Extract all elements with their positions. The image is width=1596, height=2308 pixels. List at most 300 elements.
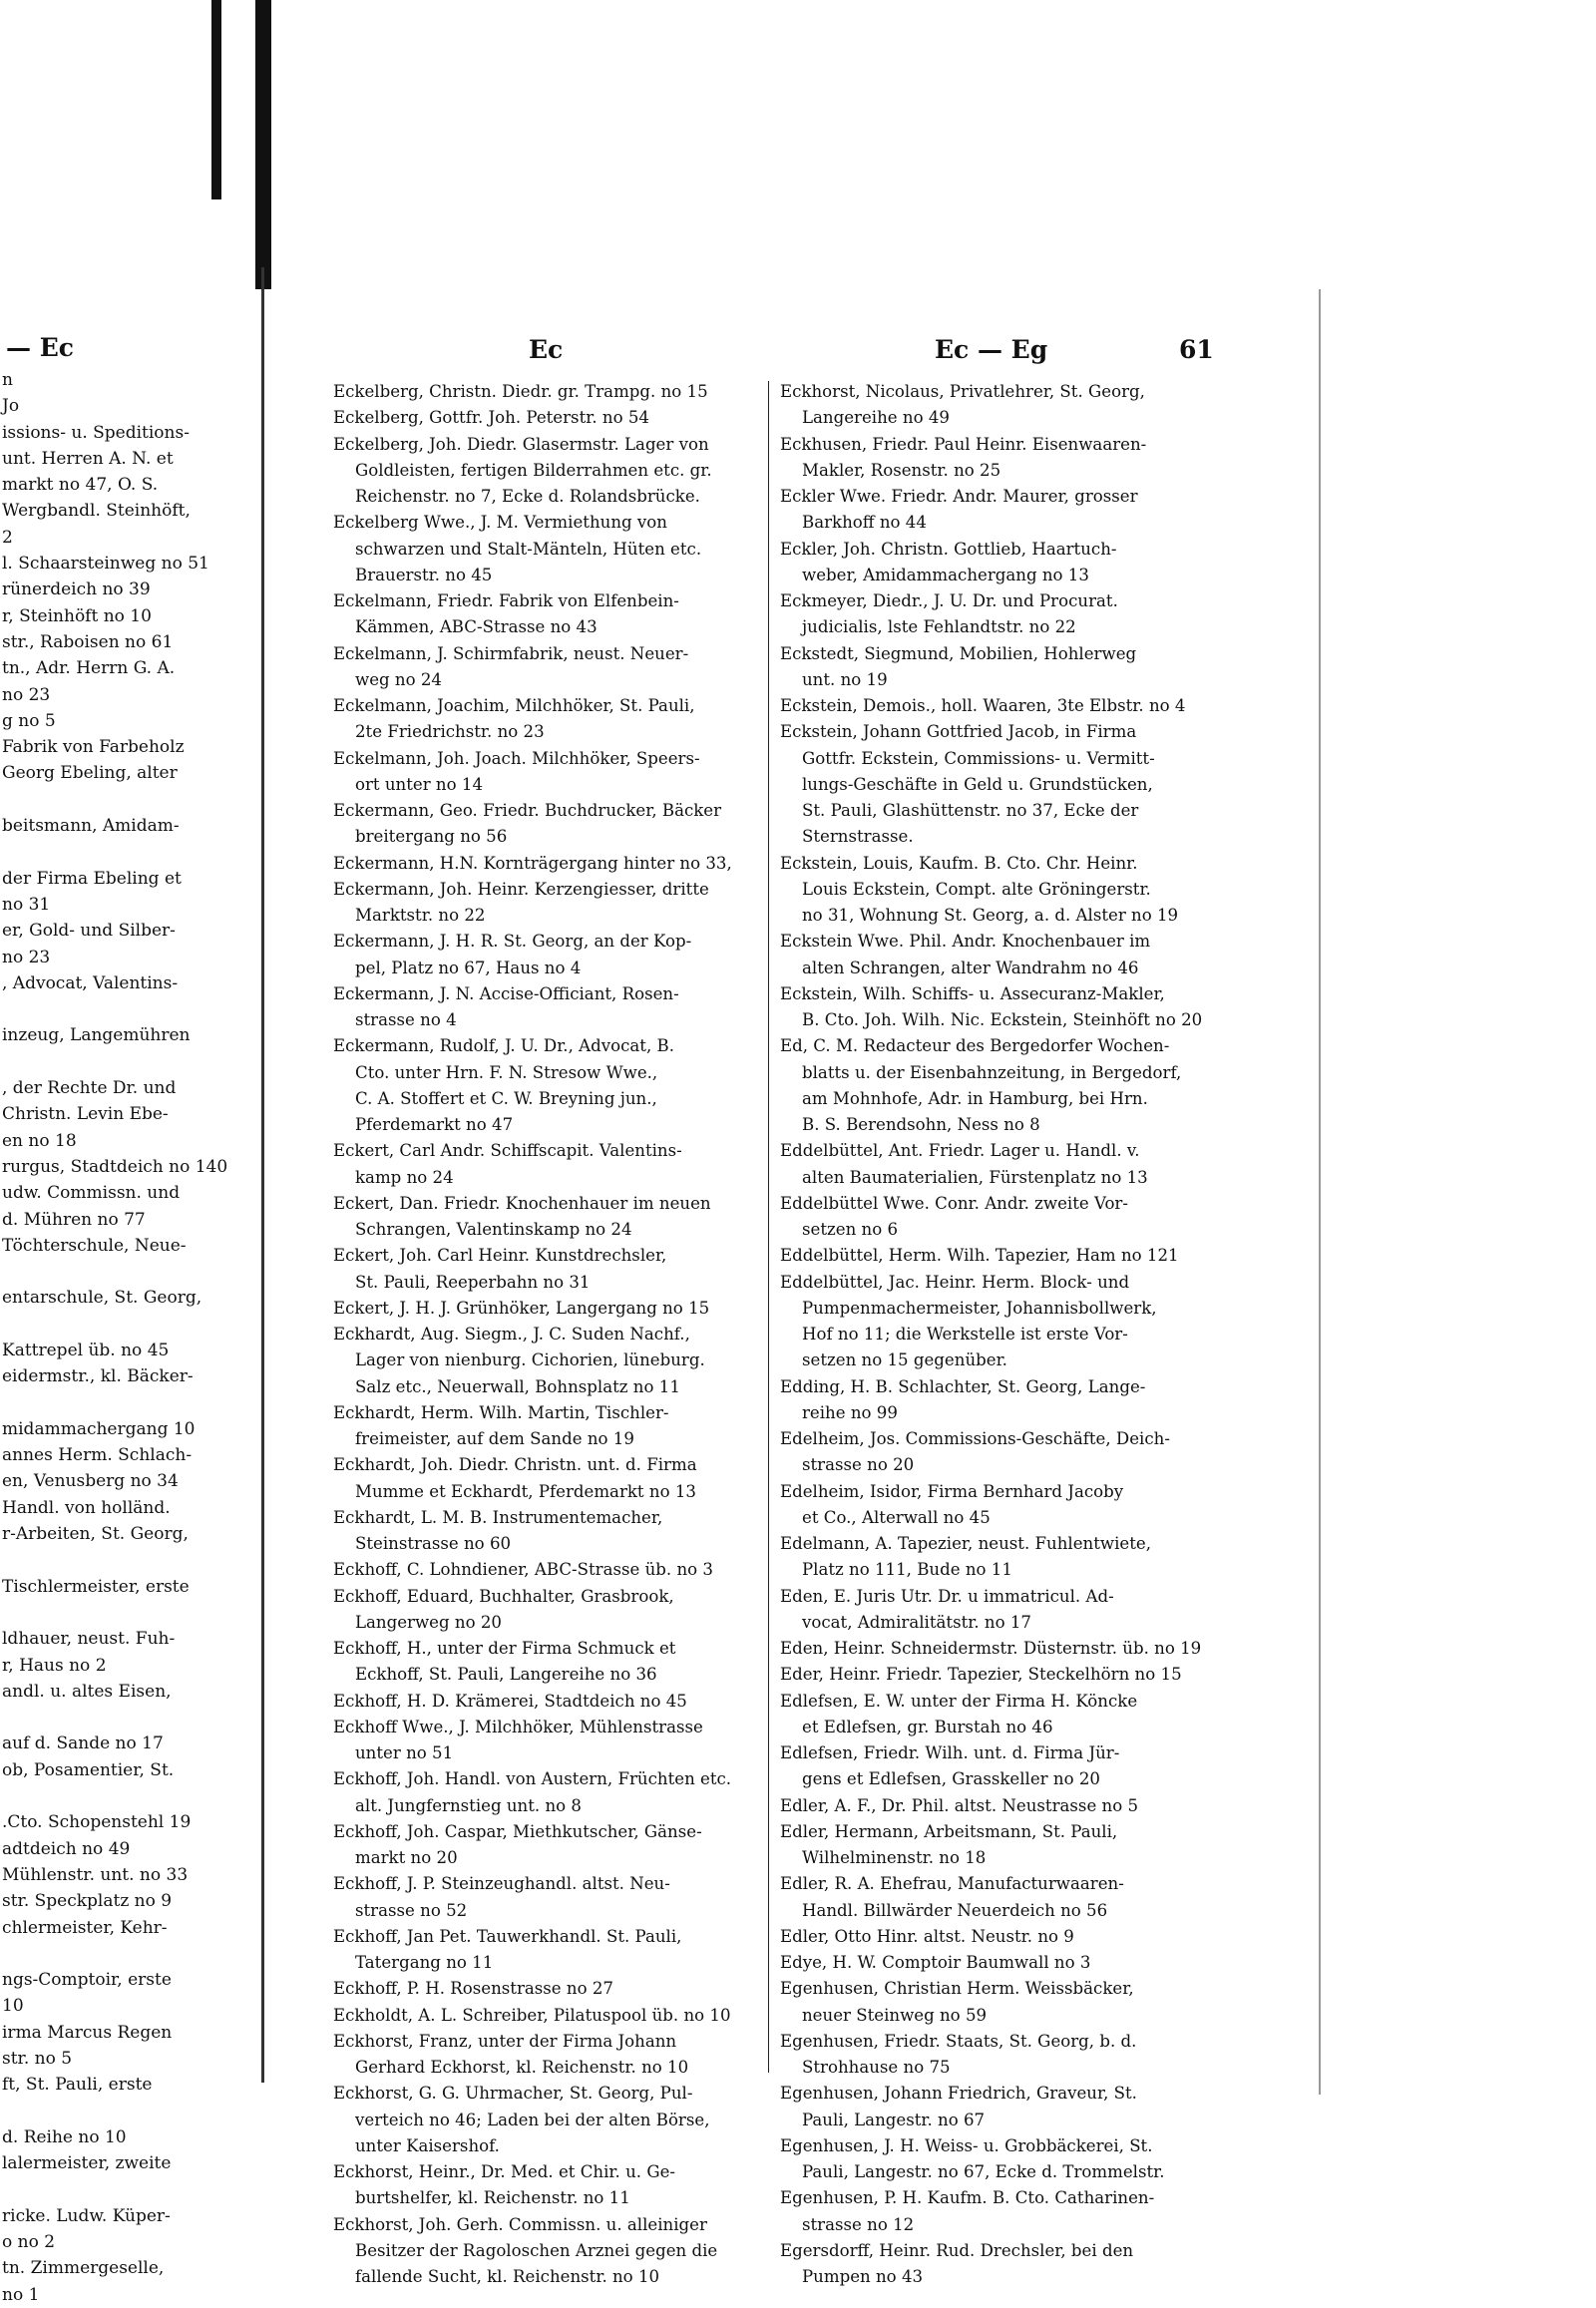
directory-entry <box>780 1479 1209 1532</box>
entry-line: Eckert, Dan. Friedr. Knochenhauer im neuen <box>333 1193 711 1213</box>
left-page-line: tn. Zimmergeselle, <box>2 2258 165 2279</box>
directory-entry <box>780 588 1209 641</box>
left-page-line: n <box>2 370 13 390</box>
left-page-line: eidermstr., kl. Bäcker- <box>2 1366 194 1387</box>
left-page-line: Christn. Levin Ebe- <box>2 1104 169 1125</box>
entry-line: Eckhardt, L. M. B. Instrumentemacher, <box>333 1507 663 1527</box>
entry-line: Egenhusen, J. H. Weiss- u. Grobbäckerei, St. <box>780 2135 1153 2155</box>
directory-entry <box>780 1531 1209 1584</box>
left-page-line: 2 <box>2 527 13 548</box>
directory-entry <box>780 484 1209 537</box>
entry-line: vocat, Admiralitätstr. no 17 <box>802 1612 1031 1632</box>
directory-entry <box>333 641 760 694</box>
left-page-lines <box>0 367 227 2308</box>
entry-line: setzen no 6 <box>802 1220 899 1239</box>
left-page-line: str., Raboisen no 61 <box>2 631 174 652</box>
directory-entry <box>780 1374 1209 1427</box>
entry-line: 2te Friedrichstr. no 23 <box>355 722 545 742</box>
entry-line: Eckert, Joh. Carl Heinr. Kunstdrechsler, <box>333 1246 667 1266</box>
directory-entry <box>780 1793 1209 1819</box>
entry-line: Eddelbüttel, Herm. Wilh. Tapezier, Ham no 121 <box>780 1246 1179 1266</box>
directory-entry <box>780 981 1209 1034</box>
entry-line: Pumpen no 43 <box>802 2267 924 2286</box>
directory-entry <box>333 432 760 511</box>
left-page-line: l. Schaarsteinweg no 51 <box>2 554 209 575</box>
entry-line: no 31, Wohnung St. Georg, a. d. Alster no 19 <box>802 906 1179 925</box>
directory-entry <box>333 1871 760 1924</box>
left-page-line: beitsmann, Amidam- <box>2 816 180 837</box>
left-page-line <box>0 2176 227 2202</box>
directory-entry <box>780 929 1209 981</box>
directory-entry <box>333 2003 760 2029</box>
entry-line: Eckelmann, Joachim, Milchhöker, St. Pauli, <box>333 696 695 715</box>
left-page-header: — Ec <box>6 333 74 362</box>
entry-line: strasse no 12 <box>802 2214 915 2234</box>
left-page-line: rünerdeich no 39 <box>2 579 151 600</box>
entry-line: B. Cto. Joh. Wilh. Nic. Eckstein, Steinhöft no 20 <box>802 1010 1203 1029</box>
entry-line: strasse no 20 <box>802 1455 915 1475</box>
left-page-line: annes Herm. Schlach- <box>2 1445 193 1466</box>
directory-entry <box>333 693 760 746</box>
directory-entry <box>333 1636 760 1689</box>
left-page-line: , Advocat, Valentins- <box>2 972 179 993</box>
directory-entry <box>333 1766 760 1819</box>
column-divider <box>768 381 769 2073</box>
directory-entry <box>333 1138 760 1191</box>
directory-entry <box>333 1924 760 1977</box>
entry-line: Eddelbüttel Wwe. Conr. Andr. zweite Vor- <box>780 1193 1128 1213</box>
entry-line: Eckhorst, Franz, unter der Firma Johann <box>333 2031 677 2051</box>
entry-line: Egenhusen, Johann Friedrich, Graveur, St. <box>780 2084 1137 2104</box>
entry-line: Eckstedt, Siegmund, Mobilien, Hohlerweg <box>780 643 1137 663</box>
directory-entry <box>333 405 760 431</box>
entry-line: Eckhoff, C. Lohndiener, ABC-Strasse üb. no 3 <box>333 1560 713 1580</box>
directory-entry <box>780 2029 1209 2082</box>
left-page-line: issions- u. Speditions- <box>2 422 190 443</box>
directory-entry <box>333 851 760 877</box>
directory-entry <box>333 2159 760 2212</box>
directory-entry <box>780 719 1209 850</box>
entry-line: Reichenstr. no 7, Ecke d. Rolandsbrücke. <box>355 487 700 506</box>
entry-line: Eckhoff, H. D. Krämerei, Stadtdeich no 45 <box>333 1691 687 1711</box>
directory-entry <box>780 2133 1209 2186</box>
entry-line: Eckhardt, Herm. Wilh. Martin, Tischler- <box>333 1402 669 1422</box>
directory-entry <box>780 1270 1209 1374</box>
entry-line: Langereihe no 49 <box>802 408 950 428</box>
left-page-line: en, Venusberg no 34 <box>2 1471 179 1492</box>
entry-line: Eckermann, Geo. Friedr. Buchdrucker, Bäcker <box>333 801 722 820</box>
left-page-line: tn., Adr. Herrn G. A. <box>2 658 176 679</box>
entry-line: Eckhoff, Joh. Caspar, Miethkutscher, Gänse- <box>333 1821 702 1841</box>
directory-entry <box>333 2081 760 2159</box>
entry-line: Eckstein, Demois., holl. Waaren, 3te Elbstr. no 4 <box>780 696 1186 715</box>
left-page-line <box>0 1941 227 1967</box>
entry-line: Pferdemarkt no 47 <box>355 1115 514 1134</box>
directory-entry <box>780 1243 1209 1269</box>
directory-entry <box>780 537 1209 589</box>
entry-line: B. S. Berendsohn, Ness no 8 <box>802 1115 1040 1134</box>
directory-entry <box>333 1505 760 1558</box>
entry-line: Eckhoff, P. H. Rosenstrasse no 27 <box>333 1979 613 1999</box>
directory-entry <box>780 1426 1209 1479</box>
entry-line: Schrangen, Valentinskamp no 24 <box>355 1220 632 1239</box>
directory-entry <box>333 2029 760 2082</box>
entry-line: Egenhusen, Christian Herm. Weissbäcker, <box>780 1979 1134 1999</box>
entry-line: Eckhoff, Jan Pet. Tauwerkhandl. St. Pauli, <box>333 1926 682 1946</box>
entry-line: Eckhorst, Nicolaus, Privatlehrer, St. Georg, <box>780 382 1145 401</box>
left-page-line: Kattrepel üb. no 45 <box>2 1340 170 1360</box>
entry-line: Eckelberg, Gottfr. Joh. Peterstr. no 54 <box>333 408 649 428</box>
entry-line: fallende Sucht, kl. Reichenstr. no 10 <box>355 2267 660 2286</box>
directory-entry <box>780 693 1209 719</box>
entry-line: alten Baumaterialien, Fürstenplatz no 13 <box>802 1167 1148 1187</box>
directory-entry <box>333 1452 760 1505</box>
entry-line: breitergang no 56 <box>355 827 508 847</box>
entry-line: Pauli, Langestr. no 67, Ecke d. Trommelstr. <box>802 2162 1165 2181</box>
entry-line: Eckelmann, Friedr. Fabrik von Elfenbein- <box>333 591 679 610</box>
entry-line: Egenhusen, P. H. Kaufm. B. Cto. Catharinen- <box>780 2188 1155 2208</box>
entry-line: Edelmann, A. Tapezier, neust. Fuhlentwiete, <box>780 1534 1151 1553</box>
left-page-line: Handl. von holländ. <box>2 1497 171 1518</box>
entry-line: et Edlefsen, gr. Burstah no 46 <box>802 1717 1053 1736</box>
entry-line: gens et Edlefsen, Grasskeller no 20 <box>802 1769 1100 1789</box>
entry-line: Eckstein Wwe. Phil. Andr. Knochenbauer im <box>780 932 1151 952</box>
entry-line: verteich no 46; Laden bei der alten Börse, <box>355 2110 710 2129</box>
page-number: 61 <box>1179 335 1214 364</box>
left-page-line: ldhauer, neust. Fuh- <box>2 1629 176 1650</box>
entry-line: unt. no 19 <box>802 669 888 689</box>
left-page-line: Fabrik von Farbeholz <box>2 737 185 758</box>
entry-line: Eckhardt, Aug. Siegm., J. C. Suden Nachf., <box>333 1325 690 1344</box>
entry-line: Eckler Wwe. Friedr. Andr. Maurer, grosser <box>780 487 1138 506</box>
directory-entry <box>780 1584 1209 1637</box>
directory-entry <box>780 2081 1209 2133</box>
entry-line: Mumme et Eckhardt, Pferdemarkt no 13 <box>355 1481 696 1501</box>
left-page-line: Töchterschule, Neue- <box>2 1235 187 1256</box>
entry-line: Eckstein, Louis, Kaufm. B. Cto. Chr. Heinr. <box>780 853 1138 873</box>
entry-line: Edler, Otto Hinr. altst. Neustr. no 9 <box>780 1926 1074 1946</box>
entry-line: reihe no 99 <box>802 1402 898 1422</box>
left-page-line: str. no 5 <box>2 2049 73 2069</box>
directory-entry <box>780 2238 1209 2291</box>
left-page-line: str. Speckplatz no 9 <box>2 1891 173 1912</box>
entry-line: Eddelbüttel, Ant. Friedr. Lager u. Handl. v. <box>780 1141 1140 1161</box>
entry-line: Edelheim, Jos. Commissions-Geschäfte, Deich- <box>780 1429 1170 1448</box>
entry-line: burtshelfer, kl. Reichenstr. no 11 <box>355 2188 630 2208</box>
entry-line: weber, Amidammachergang no 13 <box>802 565 1089 584</box>
left-page-line: adtdeich no 49 <box>2 1838 131 1859</box>
header-left: Ec <box>529 335 564 364</box>
entry-line: unter Kaisershof. <box>355 2135 500 2155</box>
left-page-line: no 1 <box>2 2284 40 2305</box>
entry-line: Hof no 11; die Werkstelle ist erste Vor- <box>802 1325 1128 1344</box>
left-page-line <box>0 1312 227 1338</box>
entry-line: Eckhorst, G. G. Uhrmacher, St. Georg, Pul- <box>333 2084 693 2104</box>
entry-line: Ed, C. M. Redacteur des Bergedorfer Wochen- <box>780 1036 1170 1056</box>
left-page-line: auf d. Sande no 17 <box>2 1733 164 1754</box>
directory-entry <box>780 1950 1209 1976</box>
entry-line: Eckhoff, Joh. Handl. von Austern, Früchten etc. <box>333 1769 732 1789</box>
left-page-line: lalermeister, zweite <box>2 2153 172 2174</box>
entry-line: St. Pauli, Reeperbahn no 31 <box>355 1272 591 1292</box>
entry-line: Handl. Billwärder Neuerdeich no 56 <box>802 1900 1108 1920</box>
entry-line: unter no 51 <box>355 1743 454 1762</box>
left-page-line: r, Haus no 2 <box>2 1655 107 1676</box>
binding-edge <box>255 0 271 289</box>
left-page-line <box>0 1600 227 1626</box>
entry-line: Eckstein, Wilh. Schiffs- u. Assecuranz-Makler, <box>780 983 1165 1003</box>
entry-line: Kämmen, ABC-Strasse no 43 <box>355 617 598 637</box>
entry-line: Edye, H. W. Comptoir Baumwall no 3 <box>780 1953 1091 1972</box>
entry-line: Eckelberg Wwe., J. M. Vermiethung von <box>333 513 667 533</box>
left-page-line <box>0 839 227 865</box>
left-page-line: o no 2 <box>2 2232 56 2253</box>
entry-line: Pauli, Langestr. no 67 <box>802 2110 986 2129</box>
entry-line: Eckermann, Rudolf, J. U. Dr., Advocat, B. <box>333 1036 674 1056</box>
left-page-line: chlermeister, Kehr- <box>2 1917 168 1938</box>
entry-line: et Co., Alterwall no 45 <box>802 1507 991 1527</box>
left-page-line: r-Arbeiten, St. Georg, <box>2 1524 189 1545</box>
left-page-line: Georg Ebeling, alter <box>2 763 178 784</box>
entry-line: Eddelbüttel, Jac. Heinr. Herm. Block- und <box>780 1272 1130 1292</box>
entry-line: Eckhoff, Eduard, Buchhalter, Grasbrook, <box>333 1586 674 1606</box>
directory-entry <box>333 1400 760 1453</box>
entry-line: Eckhorst, Joh. Gerh. Commissn. u. alleiniger <box>333 2214 707 2234</box>
entry-line: Edlefsen, E. W. unter der Firma H. Köncke <box>780 1691 1138 1711</box>
directory-entry <box>333 588 760 641</box>
left-page-line: ob, Posamentier, St. <box>2 1759 175 1780</box>
entry-line: Lager von nienburg. Cichorien, lüneburg. <box>355 1350 705 1370</box>
left-page-line: Tischlermeister, erste <box>2 1576 190 1597</box>
left-page-line: Mühlenstr. unt. no 33 <box>2 1864 189 1885</box>
left-page-line <box>0 1049 227 1075</box>
entry-line: Eckermann, J. H. R. St. Georg, an der Kop- <box>333 932 692 952</box>
entry-line: kamp no 24 <box>355 1167 454 1187</box>
directory-entry <box>780 1033 1209 1138</box>
left-page-fragment <box>0 267 264 2305</box>
entry-line: Marktstr. no 22 <box>355 906 486 925</box>
entry-line: Pumpenmachermeister, Johannisbollwerk, <box>802 1298 1157 1318</box>
directory-entry <box>333 746 760 799</box>
entry-line: Eckhusen, Friedr. Paul Heinr. Eisenwaaren- <box>780 434 1147 454</box>
directory-entry <box>780 1819 1209 1872</box>
left-page-line <box>0 1705 227 1731</box>
left-page-line: entarschule, St. Georg, <box>2 1288 202 1309</box>
entry-line: Eckhoff Wwe., J. Milchhöker, Mühlenstrasse <box>333 1717 703 1736</box>
directory-entry <box>780 1636 1209 1662</box>
left-page-line: Wergbandl. Steinhöft, <box>2 501 191 522</box>
left-page-line: andl. u. altes Eisen, <box>2 1681 172 1702</box>
directory-entry <box>333 1191 760 1244</box>
directory-entry <box>333 1557 760 1583</box>
directory-entry <box>780 851 1209 930</box>
left-page-line: rurgus, Stadtdeich no 140 <box>2 1156 228 1177</box>
entry-line: alten Schrangen, alter Wandrahm no 46 <box>802 958 1139 977</box>
entry-line: Eckhoff, St. Pauli, Langereihe no 36 <box>355 1665 657 1685</box>
entry-line: Salz etc., Neuerwall, Bohnsplatz no 11 <box>355 1376 680 1396</box>
entry-line: Eckelberg, Joh. Diedr. Glasermstr. Lager von <box>333 434 709 454</box>
directory-entry <box>333 1689 760 1715</box>
left-page-line: markt no 47, O. S. <box>2 475 159 496</box>
left-page-line <box>0 787 227 813</box>
binding-edge-2 <box>211 0 221 199</box>
directory-entry <box>333 877 760 930</box>
directory-entry <box>333 929 760 981</box>
entry-line: Gerhard Eckhorst, kl. Reichenstr. no 10 <box>355 2058 689 2077</box>
directory-entry <box>333 510 760 588</box>
entry-line: judicialis, lste Fehlandtstr. no 22 <box>802 617 1076 637</box>
directory-entry <box>333 1715 760 1767</box>
entry-line: Eckhardt, Joh. Diedr. Christn. unt. d. Firma <box>333 1455 697 1475</box>
directory-entry <box>780 379 1209 432</box>
directory-entry <box>333 1243 760 1296</box>
entry-line: strasse no 52 <box>355 1900 468 1920</box>
left-page-line: ricke. Ludw. Küper- <box>2 2205 171 2226</box>
entry-line: Strohhause no 75 <box>802 2058 951 2077</box>
left-page-line: no 23 <box>2 947 51 967</box>
left-page-line <box>0 2099 227 2124</box>
left-page-line: er, Gold- und Silber- <box>2 921 176 942</box>
left-page-line <box>0 1390 227 1416</box>
entry-line: Edlefsen, Friedr. Wilh. unt. d. Firma Jür- <box>780 1743 1120 1762</box>
left-page-line: g no 5 <box>2 710 56 731</box>
entry-line: Wilhelminenstr. no 18 <box>802 1848 987 1867</box>
left-page-line: ngs-Comptoir, erste <box>2 1970 172 1991</box>
entry-line: Besitzer der Ragoloschen Arznei gegen die <box>355 2240 718 2260</box>
directory-entry <box>780 1689 1209 1741</box>
entry-line: Eckermann, Joh. Heinr. Kerzengiesser, dritte <box>333 879 709 899</box>
right-column <box>780 379 1209 2290</box>
entry-line: Egersdorff, Heinr. Rud. Drechsler, bei den <box>780 2240 1134 2260</box>
directory-entry <box>333 798 760 851</box>
left-page-line <box>0 1547 227 1573</box>
entry-line: Eckhoff, H., unter der Firma Schmuck et <box>333 1639 676 1658</box>
left-page-line: no 31 <box>2 894 51 915</box>
left-page-line: unt. Herren A. N. et <box>2 448 174 469</box>
entry-line: Goldleisten, fertigen Bilderrahmen etc. gr. <box>355 460 712 480</box>
entry-line: pel, Platz no 67, Haus no 4 <box>355 958 582 977</box>
directory-entry <box>333 1033 760 1138</box>
left-page-line: , der Rechte Dr. und <box>2 1078 177 1099</box>
entry-line: Platz no 111, Bude no 11 <box>802 1560 1012 1580</box>
entry-line: Tatergang no 11 <box>355 1953 494 1972</box>
left-column <box>333 379 760 2290</box>
entry-line: Makler, Rosenstr. no 25 <box>802 460 1001 480</box>
entry-line: Eckelberg, Christn. Diedr. gr. Trampg. no 15 <box>333 382 708 401</box>
left-page-line: inzeug, Langemühren <box>2 1025 191 1046</box>
directory-entry <box>333 1296 760 1322</box>
entry-line: am Mohnhofe, Adr. in Hamburg, bei Hrn. <box>802 1088 1148 1108</box>
left-page-line: r, Steinhöft no 10 <box>2 605 152 626</box>
entry-line: Eckstein, Johann Gottfried Jacob, in Firma <box>780 722 1137 742</box>
entry-line: strasse no 4 <box>355 1010 457 1029</box>
directory-entry <box>780 1191 1209 1244</box>
directory-entry <box>333 379 760 405</box>
left-page-line: no 23 <box>2 684 51 705</box>
entry-line: Edding, H. B. Schlachter, St. Georg, Lange- <box>780 1376 1146 1396</box>
left-page-line: en no 18 <box>2 1130 77 1151</box>
directory-entry <box>333 1976 760 2002</box>
entry-line: Eder, Heinr. Friedr. Tapezier, Steckelhörn no 15 <box>780 1665 1182 1685</box>
directory-entry <box>780 1924 1209 1950</box>
left-page-line <box>0 1259 227 1285</box>
entry-line: Eden, Heinr. Schneidermstr. Düsternstr. üb. no 19 <box>780 1639 1202 1658</box>
directory-page <box>281 289 1321 2286</box>
entry-line: Sternstrasse. <box>802 827 914 847</box>
directory-entry <box>780 1138 1209 1191</box>
directory-entry <box>780 641 1209 694</box>
entry-line: Edelheim, Isidor, Firma Bernhard Jacoby <box>780 1481 1124 1501</box>
directory-entry <box>333 1584 760 1637</box>
entry-line: Eckhorst, Heinr., Dr. Med. et Chir. u. Ge- <box>333 2162 675 2181</box>
left-page-line <box>0 1783 227 1809</box>
entry-line: Eckermann, H.N. Kornträgergang hinter no 33, <box>333 853 732 873</box>
entry-line: alt. Jungfernstieg unt. no 8 <box>355 1795 582 1815</box>
left-page-line: d. Mühren no 77 <box>2 1209 146 1230</box>
entry-line: markt no 20 <box>355 1848 458 1867</box>
entry-line: Brauerstr. no 45 <box>355 565 493 584</box>
entry-line: Eckholdt, A. L. Schreiber, Pilatuspool üb. no 10 <box>333 2005 731 2025</box>
entry-line: lungs-Geschäfte in Geld u. Grundstücken, <box>802 774 1153 794</box>
left-page-line: midammachergang 10 <box>2 1418 196 1439</box>
left-page-line: irma Marcus Regen <box>2 2022 173 2043</box>
entry-line: St. Pauli, Glashüttenstr. no 37, Ecke der <box>802 801 1139 820</box>
left-page-line: Jo <box>2 396 20 417</box>
entry-line: Cto. unter Hrn. F. N. Stresow Wwe., <box>355 1062 658 1082</box>
entry-line: Eckmeyer, Diedr., J. U. Dr. und Procurat. <box>780 591 1118 610</box>
entry-line: ort unter no 14 <box>355 774 484 794</box>
left-page-line <box>0 996 227 1022</box>
directory-entry <box>780 1976 1209 2029</box>
entry-line: Louis Eckstein, Compt. alte Gröningerstr. <box>802 879 1151 899</box>
entry-line: Eckelmann, J. Schirmfabrik, neust. Neuer- <box>333 643 689 663</box>
directory-entry <box>780 1662 1209 1688</box>
entry-line: schwarzen und Stalt-Mänteln, Hüten etc. <box>355 539 702 559</box>
directory-entry <box>333 1322 760 1400</box>
entry-line: Gottfr. Eckstein, Commissions- u. Vermitt- <box>802 748 1155 768</box>
entry-line: Eckhoff, J. P. Steinzeughandl. altst. Neu- <box>333 1874 670 1894</box>
directory-entry <box>333 981 760 1034</box>
directory-entry <box>333 1819 760 1872</box>
directory-entry <box>780 432 1209 485</box>
entry-line: setzen no 15 gegenüber. <box>802 1350 1007 1370</box>
left-page-line: d. Reihe no 10 <box>2 2126 127 2147</box>
entry-line: Eckert, J. H. J. Grünhöker, Langergang no 15 <box>333 1298 710 1318</box>
entry-line: weg no 24 <box>355 669 442 689</box>
entry-line: Eckelmann, Joh. Joach. Milchhöker, Speers- <box>333 748 700 768</box>
entry-line: Eden, E. Juris Utr. Dr. u immatricul. Ad- <box>780 1586 1114 1606</box>
entry-line: C. A. Stoffert et C. W. Breyning jun., <box>355 1088 657 1108</box>
entry-line: Edler, R. A. Ehefrau, Manufacturwaaren- <box>780 1874 1124 1894</box>
entry-line: Langerweg no 20 <box>355 1612 502 1632</box>
entry-line: Eckler, Joh. Christn. Gottlieb, Haartuch- <box>780 539 1117 559</box>
entry-line: Edler, A. F., Dr. Phil. altst. Neustrasse no 5 <box>780 1795 1139 1815</box>
entry-line: Steinstrasse no 60 <box>355 1534 512 1553</box>
left-page-line: ft, St. Pauli, erste <box>2 2075 153 2096</box>
entry-line: Barkhoff no 44 <box>802 513 927 533</box>
left-page-line: der Firma Ebeling et <box>2 868 182 889</box>
entry-line: Edler, Hermann, Arbeitsmann, St. Pauli, <box>780 1821 1118 1841</box>
entry-line: freimeister, auf dem Sande no 19 <box>355 1429 634 1448</box>
directory-entry <box>780 1740 1209 1793</box>
directory-entry <box>780 1871 1209 1924</box>
directory-entry <box>333 2212 760 2291</box>
entry-line: Eckert, Carl Andr. Schiffscapit. Valentins- <box>333 1141 682 1161</box>
directory-entry <box>780 2185 1209 2238</box>
entry-line: Egenhusen, Friedr. Staats, St. Georg, b. d. <box>780 2031 1137 2051</box>
left-page-line: udw. Commissn. und <box>2 1183 181 1204</box>
entry-line: neuer Steinweg no 59 <box>802 2005 988 2025</box>
